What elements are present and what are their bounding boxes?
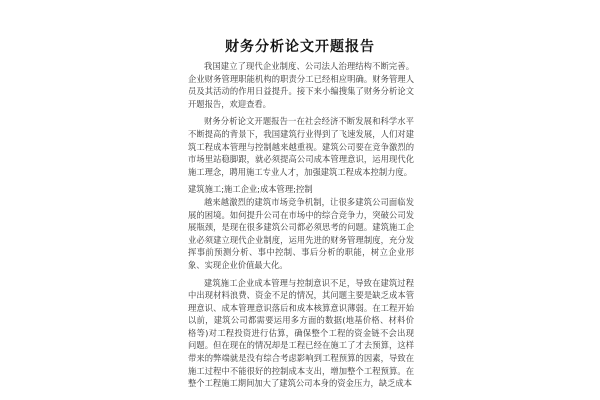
paragraph-problems: 建筑施工企业成本管理与控制意识不足，导致在建筑过程中出现材料浪费、资金不足的情况，其问题主要是缺乏成本管理意识、成本管理意识落后和成本核算意识薄弱。在工程开始以前，建筑公司都需要运用多方面的数据(地基价格、材料价格等)对工程投资进行估算，确保整个工程的资金链不会出现问题。但在现在的情况却是工程已经在施工了才去预算，这样带来的弊端就是没有综合考虑影响到工程预算的因素，导致在施工过程中不能很好的控制成本支出，增加整个工程预算。在整个工程施工期间加大了建筑公司本身的资金压力，缺乏成本 [188, 277, 414, 389]
paragraph-intro: 我国建立了现代企业制度、公司法人治理结构不断完善。企业财务管理职能机构的职责分工已经相应明确。财务管理人员及其活动的作用日益提升。接下来小编搜集了财务分析论文开题报告，欢迎查看。 [188, 61, 414, 109]
paragraph-abstract: 财务分析论文开题报告一在社会经济不断发展和科学水平不断提高的背景下，我国建筑行业得到了飞速发展，人们对建筑工程成本管理与控制越来越重视。建筑公司要在竞争激烈的市场里站稳脚跟，就必须提高公司成本管理意识，运用现代化施工理念，聘用施工专业人才，加强建筑工程成本控制力度。 [188, 116, 414, 177]
paragraph-keywords: 建筑施工;施工企业;成本管理;控制 [188, 184, 313, 195]
paragraph-background: 越来越激烈的建筑市场竞争机制，让很多建筑公司面临发展的困境。如何提升公司在市场中的综合竞争力，突破公司发展瓶颈，是现在很多建筑公司都必须思考的问题。建筑施工企业必须建立现代企业制度，运用先进的财务管理制度，充分发挥事前预测分析、事中控制、事后分析的职能，树立企业形象、实现企业价值最大化。 [188, 196, 414, 270]
document-body [188, 60, 414, 395]
document-title: 财务分析论文开题报告 [225, 39, 375, 55]
